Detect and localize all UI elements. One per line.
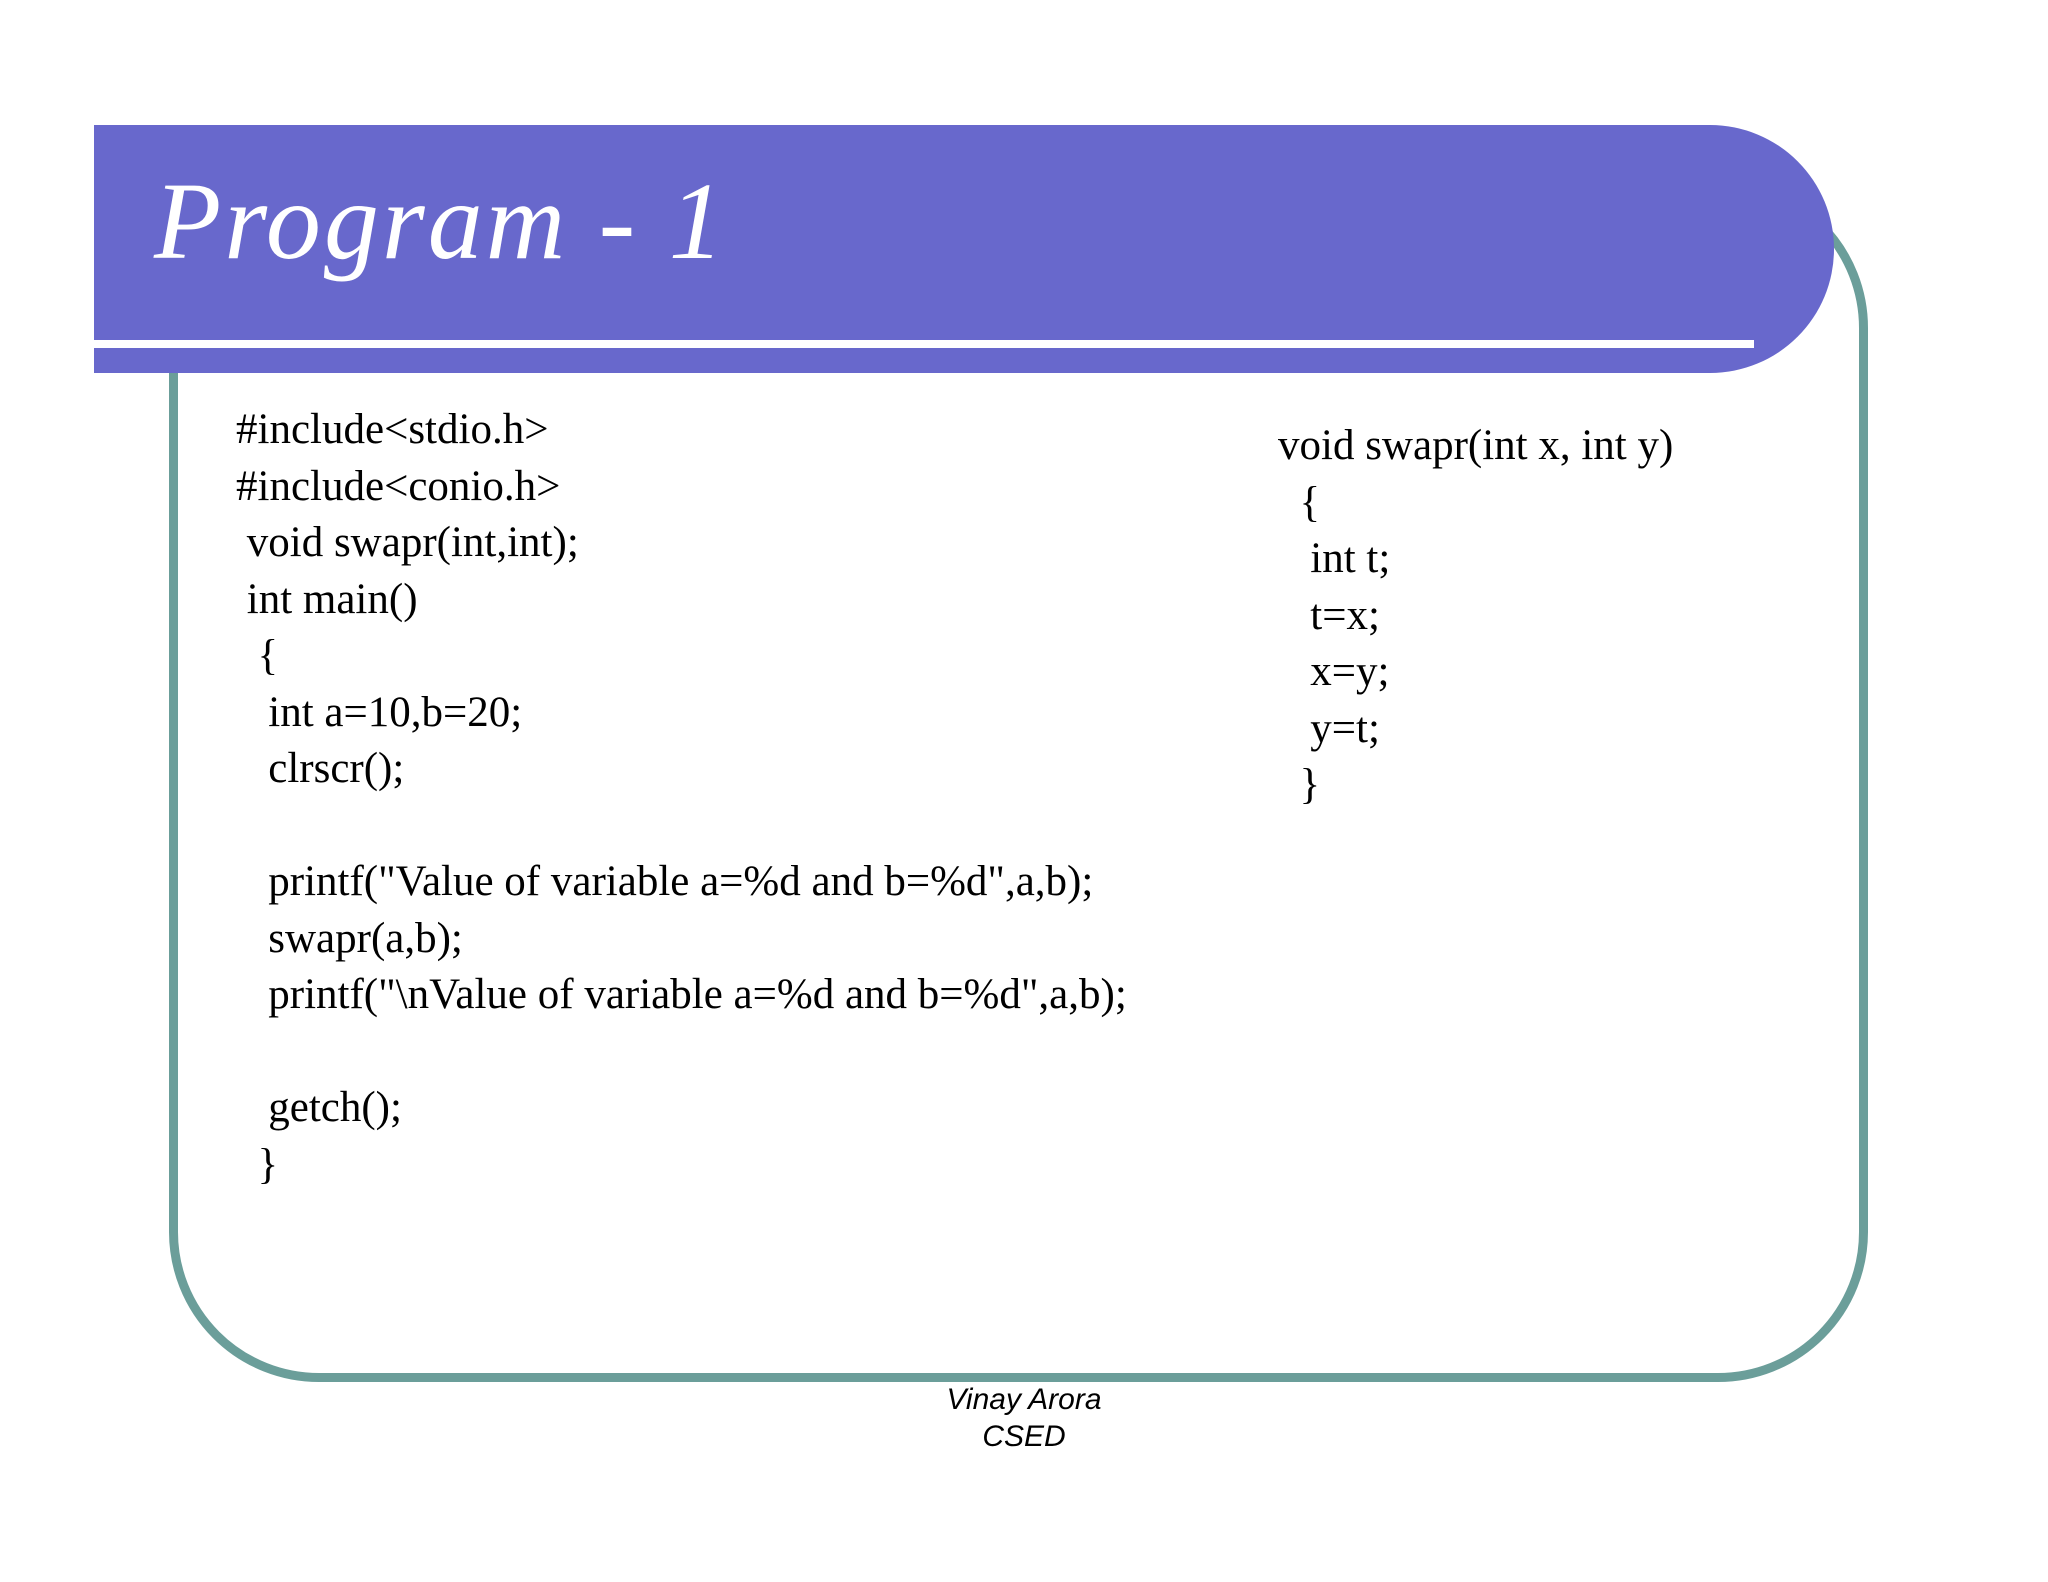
code-block-swapr [1278,418,1673,814]
code-line: getch(); [236,1084,402,1131]
code-line: { [236,632,279,679]
code-line: int t; [1278,535,1391,582]
slide-title: Program - 1 [154,160,727,282]
footer-department: CSED [982,1420,1066,1453]
code-line: #include<conio.h> [236,462,561,510]
code-line: printf("Value of variable a=%d and b=%d",a,b); [236,858,1094,905]
code-line: x=y; [1278,648,1390,695]
code-line: #include<stdio.h> [236,406,549,453]
code-line: int main() [236,575,418,623]
code-line: void swapr(int,int); [236,519,579,566]
code-line: y=t; [1278,704,1380,752]
code-line: swapr(a,b); [236,914,463,962]
code-line: } [1278,761,1321,808]
code-line [236,1024,1127,1081]
code-line: void swapr(int x, int y) [1278,422,1674,469]
footer-author: Vinay Arora [946,1383,1102,1416]
code-line [236,798,1127,855]
code-line: { [1278,478,1321,526]
code-line: t=x; [1278,591,1380,639]
code-line: } [236,1140,279,1188]
code-line: int a=10,b=20; [236,688,523,736]
code-block-main [236,402,1127,1193]
title-underline [94,340,1754,348]
code-line: clrscr(); [236,745,405,792]
code-line: printf("\nValue of variable a=%d and b=%d",a,b); [236,971,1127,1018]
